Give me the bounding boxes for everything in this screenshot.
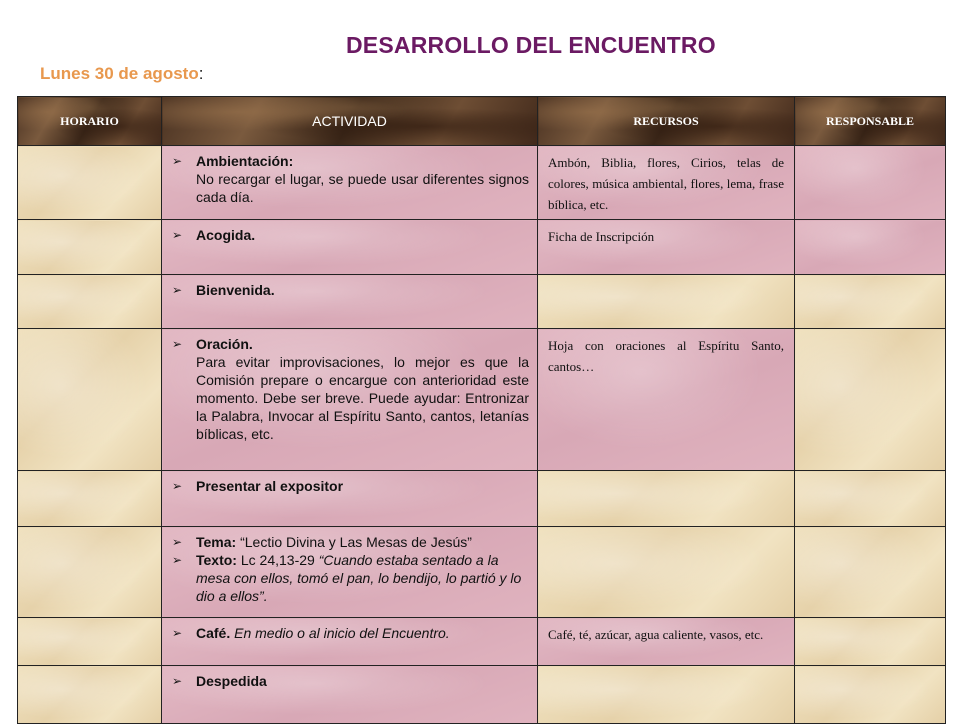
activity-note: En medio o al inicio del Encuentro. bbox=[234, 625, 450, 641]
activity-description: No recargar el lugar, se puede usar diferentes signos cada día. bbox=[196, 171, 529, 205]
table-row bbox=[18, 527, 946, 618]
actividad-cell bbox=[162, 220, 538, 275]
header-recursos: RECURSOS bbox=[538, 97, 795, 146]
actividad-cell bbox=[162, 329, 538, 471]
texto-label: Texto: bbox=[196, 552, 237, 568]
date-colon: : bbox=[198, 64, 204, 83]
activity-title: Ambientación: bbox=[196, 153, 294, 169]
table-row bbox=[18, 666, 946, 724]
header-actividad: ACTIVIDAD bbox=[162, 97, 538, 146]
horario-cell bbox=[18, 527, 162, 618]
responsable-cell bbox=[795, 471, 946, 527]
table-header-row bbox=[18, 97, 946, 146]
activity-title: Despedida bbox=[196, 673, 267, 689]
bullet-icon: ➢ bbox=[172, 337, 183, 351]
bullet-icon: ➢ bbox=[172, 283, 183, 297]
header-responsable: RESPONSABLE bbox=[795, 97, 946, 146]
table-row bbox=[18, 329, 946, 471]
recursos-cell bbox=[538, 471, 795, 527]
bullet-icon: ➢ bbox=[172, 228, 183, 242]
responsable-cell bbox=[795, 618, 946, 666]
responsable-cell bbox=[795, 527, 946, 618]
horario-cell bbox=[18, 146, 162, 220]
activity-description: Para evitar improvisaciones, lo mejor es que la Comisión prepare o encargue con anterioridad este momento. Debe ser breve. Puede ayudar: Entronizar la Palabra, Invocar al Espíritu Santo, cantos, letanías bíblicas, etc. bbox=[196, 354, 529, 442]
texto-quote: “Cuando estaba sentado a la mesa con ellos, tomó el pan, lo bendijo, lo partió y lo dio a ellos”. bbox=[196, 552, 522, 604]
responsable-cell bbox=[795, 220, 946, 275]
horario-cell bbox=[18, 329, 162, 471]
recursos-cell bbox=[538, 275, 795, 329]
resources-text: Café, té, azúcar, agua caliente, vasos, etc. bbox=[548, 627, 764, 642]
resources-text: Hoja con oraciones al Espíritu Santo, cantos… bbox=[548, 338, 784, 374]
horario-cell bbox=[18, 220, 162, 275]
texto-reference: Lc 24,13-29 bbox=[240, 552, 315, 568]
activity-title: Bienvenida. bbox=[196, 282, 275, 298]
table-row bbox=[18, 275, 946, 329]
date-text: Lunes 30 de agosto bbox=[40, 64, 199, 83]
responsable-cell bbox=[795, 666, 946, 724]
actividad-cell bbox=[162, 471, 538, 527]
actividad-cell bbox=[162, 527, 538, 618]
horario-cell bbox=[18, 275, 162, 329]
actividad-cell bbox=[162, 618, 538, 666]
resources-text: Ambón, Biblia, flores, Cirios, telas de colores, música ambiental, flores, lema, frase bíblica, etc. bbox=[548, 155, 784, 212]
horario-cell bbox=[18, 471, 162, 527]
horario-cell bbox=[18, 666, 162, 724]
agenda-table bbox=[17, 96, 946, 724]
table-row bbox=[18, 220, 946, 275]
recursos-cell bbox=[538, 146, 795, 220]
page-title: DESARROLLO DEL ENCUENTRO bbox=[346, 32, 716, 58]
activity-title: Oración. bbox=[196, 336, 253, 352]
bullet-icon: ➢ bbox=[172, 535, 183, 549]
resources-text: Ficha de Inscripción bbox=[548, 229, 655, 244]
table-row bbox=[18, 146, 946, 220]
bullet-icon: ➢ bbox=[172, 626, 183, 640]
session-date bbox=[40, 64, 203, 84]
recursos-cell bbox=[538, 527, 795, 618]
header-horario: HORARIO bbox=[18, 97, 162, 146]
tema-label: Tema: bbox=[196, 534, 237, 550]
horario-cell bbox=[18, 618, 162, 666]
recursos-cell bbox=[538, 329, 795, 471]
actividad-cell bbox=[162, 666, 538, 724]
activity-title: Café. bbox=[196, 625, 231, 641]
actividad-cell bbox=[162, 146, 538, 220]
bullet-icon: ➢ bbox=[172, 154, 183, 168]
responsable-cell bbox=[795, 146, 946, 220]
actividad-cell bbox=[162, 275, 538, 329]
responsable-cell bbox=[795, 329, 946, 471]
bullet-icon: ➢ bbox=[172, 479, 183, 493]
table-row bbox=[18, 471, 946, 527]
recursos-cell bbox=[538, 666, 795, 724]
recursos-cell bbox=[538, 618, 795, 666]
table-row bbox=[18, 618, 946, 666]
bullet-icon: ➢ bbox=[172, 674, 183, 688]
responsable-cell bbox=[795, 275, 946, 329]
recursos-cell bbox=[538, 220, 795, 275]
activity-title: Presentar al expositor bbox=[196, 478, 344, 494]
bullet-icon: ➢ bbox=[172, 553, 183, 567]
tema-text: “Lectio Divina y Las Mesas de Jesús” bbox=[240, 534, 472, 550]
activity-title: Acogida. bbox=[196, 227, 256, 243]
